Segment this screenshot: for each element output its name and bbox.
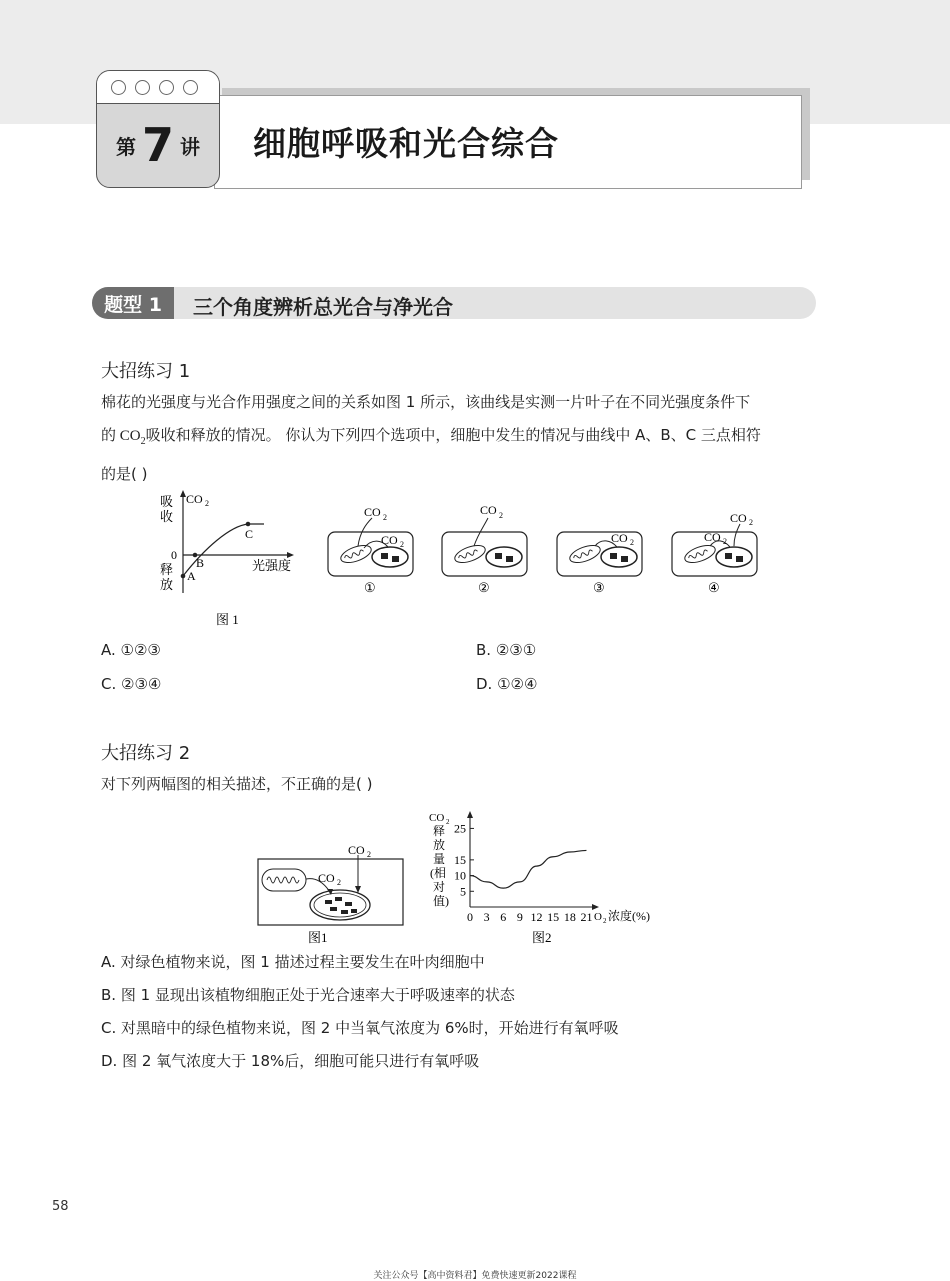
x-tick-label: 0 xyxy=(467,910,473,924)
x-label-concentration: 浓度(%) xyxy=(608,909,650,923)
point-a-label: A xyxy=(187,569,196,583)
y-tick-label: 25 xyxy=(454,821,466,836)
stem-co2-sub: 2 xyxy=(140,436,146,447)
ring-hole-icon xyxy=(111,80,126,95)
chloroplast-icon xyxy=(601,547,637,567)
exercise-2-figure xyxy=(250,805,670,950)
light-curve-graph xyxy=(160,490,294,627)
y-label-char: (相 xyxy=(430,866,446,880)
cell-label-4: ④ xyxy=(708,580,720,595)
cell-diagram-2 xyxy=(442,503,527,595)
co2-label: CO xyxy=(348,843,365,857)
x-tick-label: 18 xyxy=(563,910,576,924)
page-number: 58 xyxy=(52,1199,69,1214)
fig1-caption: 图1 xyxy=(308,930,328,945)
x-label-light: 光强度 xyxy=(252,558,292,573)
section-title: 三个角度辨析总光合与净光合 xyxy=(193,295,453,319)
co2-label: CO xyxy=(364,505,381,519)
x-label-o2-sub: 2 xyxy=(603,917,607,925)
stem-line-2-rest: 吸收和释放的情况。 你认为下列四个选项中，细胞中发生的情况与曲线中 A、B、C 三点相符 xyxy=(145,426,761,444)
option-d: D. ①②④ xyxy=(476,675,538,693)
y-label-release-1: 释 xyxy=(160,562,174,577)
figure-1-caption: 图 1 xyxy=(216,612,239,627)
point-a-marker xyxy=(181,574,186,579)
x-tick-label: 21 xyxy=(580,910,593,924)
ring-hole-icon xyxy=(135,80,150,95)
cell-label-1: ① xyxy=(364,580,376,595)
cell-label-3: ③ xyxy=(593,580,605,595)
cell-diagram-1 xyxy=(328,505,413,595)
footer-note: 关注公众号【高中资料君】免费快速更新2022课程 xyxy=(373,1271,577,1281)
exercise-2-title: 大招练习 2 xyxy=(101,743,191,764)
stem-line-1: 棉花的光强度与光合作用强度之间的关系如图 1 所示，该曲线是实测一片叶子在不同光强度条件下 xyxy=(101,393,751,411)
cell-label-2: ② xyxy=(478,580,490,595)
mitochondrion-icon xyxy=(262,869,306,891)
co2-label: CO xyxy=(730,511,747,525)
co2-label: CO xyxy=(480,503,497,517)
chloroplast-icon xyxy=(372,547,408,567)
lecture-number: 7 xyxy=(141,118,174,172)
x-tick-label: 6 xyxy=(500,910,507,924)
option-c: C. ②③④ xyxy=(101,675,162,693)
lecture-suffix: 讲 xyxy=(180,134,200,159)
ring-hole-icon xyxy=(159,80,174,95)
lecture-badge xyxy=(96,70,220,188)
x-tick-label: 12 xyxy=(530,910,543,924)
y-label-absorb-2: 收 xyxy=(160,509,174,524)
y-label-char: 放 xyxy=(433,838,446,852)
point-b-label: B xyxy=(196,556,205,570)
x-label-o2: O xyxy=(594,911,602,923)
co2-label-sub: 2 xyxy=(499,511,503,520)
y-arrow-icon xyxy=(467,811,473,818)
y-unit-co2-sub: 2 xyxy=(205,499,209,508)
y-label-char: 值) xyxy=(433,894,449,908)
co2-label-sub: 2 xyxy=(367,850,371,859)
fig2-caption: 图2 xyxy=(532,930,552,945)
co2-label-sub: 2 xyxy=(749,518,753,527)
co2-label-sub: 2 xyxy=(723,537,727,546)
y-label-char: 量 xyxy=(433,852,446,866)
origin-zero: 0 xyxy=(171,548,177,562)
y-label-char: 释 xyxy=(433,824,446,838)
co2-label: CO xyxy=(381,533,398,547)
exercise-1-stem xyxy=(101,386,761,491)
y-label-absorb-1: 吸 xyxy=(160,494,174,509)
fig1-cell-diagram xyxy=(258,843,403,945)
stem-line-3: 的是( ) xyxy=(101,465,148,483)
y-label-release-2: 放 xyxy=(160,577,174,592)
exercise-1-title: 大招练习 1 xyxy=(101,361,191,382)
x-ticks xyxy=(467,910,592,924)
lecture-title: 细胞呼吸和光合综合 xyxy=(253,124,559,163)
co2-label: CO xyxy=(611,531,628,545)
lecture-prefix: 第 xyxy=(115,134,136,159)
y-label-char: 对 xyxy=(433,880,446,894)
co2-label: CO xyxy=(318,871,335,885)
y-unit-co2: CO xyxy=(429,812,445,824)
co2-label-sub: 2 xyxy=(337,878,341,887)
exercise-2-options xyxy=(101,946,619,1078)
option-b: B. ②③① xyxy=(476,641,537,659)
option-b: B. 图 1 显现出该植物细胞正处于光合速率大于呼吸速率的状态 xyxy=(101,986,515,1004)
chloroplast-icon xyxy=(716,547,752,567)
ring-hole-icon xyxy=(183,80,198,95)
stem-line-2 xyxy=(101,419,761,458)
lecture-number-label xyxy=(97,103,219,187)
chloroplast-icon xyxy=(486,547,522,567)
y-tick-label: 15 xyxy=(454,852,466,867)
x-tick-label: 3 xyxy=(483,910,490,924)
option-a: A. ①②③ xyxy=(101,641,161,659)
x-tick-label: 15 xyxy=(547,910,560,924)
co2-label-sub: 2 xyxy=(383,513,387,522)
y-unit-co2: CO xyxy=(186,492,203,506)
x-tick-label: 9 xyxy=(516,910,523,924)
co2-release-curve xyxy=(470,850,586,888)
option-d: D. 图 2 氧气浓度大于 18%后，细胞可能只进行有氧呼吸 xyxy=(101,1052,480,1070)
y-tick-label: 5 xyxy=(460,884,466,899)
co2-label-sub: 2 xyxy=(400,540,404,549)
y-tick-label: 10 xyxy=(454,868,466,883)
co2-label-sub: 2 xyxy=(630,538,634,547)
exercise-2-stem: 对下列两幅图的相关描述，不正确的是( ) xyxy=(101,775,373,793)
x-arrow-icon xyxy=(592,904,599,910)
option-a: A. 对绿色植物来说，图 1 描述过程主要发生在叶肉细胞中 xyxy=(101,953,485,971)
y-unit-co2-sub: 2 xyxy=(446,818,450,826)
chloroplast-icon xyxy=(310,890,370,920)
cell-diagram-4 xyxy=(672,511,757,595)
cell-diagram-3 xyxy=(557,531,642,595)
fig2-o2-chart xyxy=(429,811,650,945)
section-tag: 题型 1 xyxy=(92,287,174,319)
stem-co2: 的 CO xyxy=(101,428,141,444)
exercise-1-figure xyxy=(150,488,770,633)
point-c-label: C xyxy=(245,527,254,541)
option-c: C. 对黑暗中的绿色植物来说，图 2 中当氧气浓度为 6%时，开始进行有氧呼吸 xyxy=(101,1019,619,1037)
y-ticks xyxy=(454,821,474,898)
point-c-marker xyxy=(246,522,251,527)
badge-ring-strip xyxy=(97,71,219,104)
co2-label: CO xyxy=(704,530,721,544)
